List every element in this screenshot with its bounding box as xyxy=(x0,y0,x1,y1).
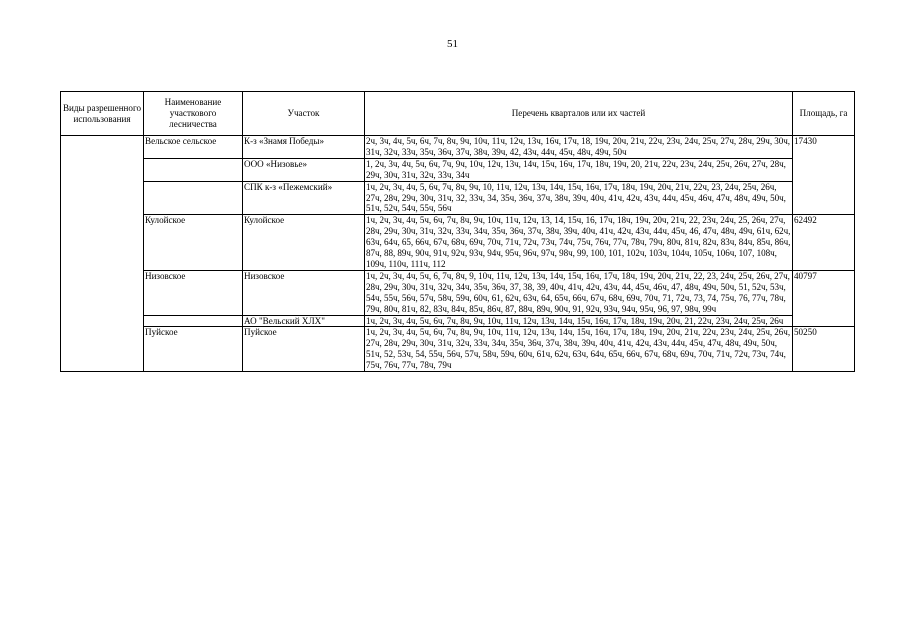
header-area: Площадь, га xyxy=(793,92,855,136)
forestry-cell: Низовское xyxy=(144,270,243,315)
header-plot: Участок xyxy=(243,92,365,136)
area-cell: 40797 xyxy=(793,270,855,327)
plot-cell: Кулойское xyxy=(243,215,365,271)
plot-cell: Пуйское xyxy=(243,327,365,372)
table-row xyxy=(61,215,855,271)
plot-cell: АО "Вельский ХЛХ" xyxy=(243,315,365,327)
forestry-cell: Вельское сельское xyxy=(144,136,243,159)
forestry-cell xyxy=(144,181,243,215)
area-cell: 50250 xyxy=(793,327,855,372)
header-use-type: Виды разрешенного использования xyxy=(61,92,144,136)
table-row xyxy=(61,315,855,327)
plot-cell: Низовское xyxy=(243,270,365,315)
area-cell: 62492 xyxy=(793,215,855,271)
table-row xyxy=(61,136,855,159)
forestry-cell: Кулойское xyxy=(144,215,243,271)
plot-cell: К-з «Знамя Победы» xyxy=(243,136,365,159)
forest-quarters-table xyxy=(60,91,855,372)
table-row xyxy=(61,158,855,181)
quarters-cell: 1ч, 2ч, 3ч, 4ч, 5, 6ч, 7ч, 8ч, 9ч, 10, 11ч, 12ч, 13ч, 14ч, 15ч, 16ч, 17ч, 18ч, 19ч, 20ч, 21ч, 22ч, 23, 24ч, 25ч, 26ч, 27ч, 28ч, 29ч, 30ч, 31ч, 32, 33ч, 34, 35ч, 36ч, 37ч, 38ч, 39ч, 40ч, 41ч, 42ч, 43ч, 44ч, 45ч, 46ч, 47ч, 48ч, 49ч, 50ч, 51ч, 52ч, 54ч, 55ч, 56ч xyxy=(365,181,793,215)
quarters-cell: 1ч, 2ч, 3ч, 4ч, 5ч, 6, 7ч, 8ч, 9, 10ч, 11ч, 12ч, 13ч, 14ч, 15ч, 16ч, 17ч, 18ч, 19ч, 20ч, 21ч, 22, 23, 24ч, 25ч, 26ч, 27ч, 28ч, 29ч, 30ч, 31ч, 32ч, 34ч, 35ч, 36ч, 37, 38, 39, 40ч, 41ч, 42ч, 43ч, 44, 45ч, 46ч, 47, 48ч, 49ч, 50ч, 51, 52ч, 53ч, 54ч, 55ч, 56ч, 57ч, 58ч, 59ч, 60ч, 61, 62ч, 63ч, 64, 65ч, 66ч, 67ч, 68ч, 69ч, 70ч, 71, 72ч, 73, 74, 75ч, 76, 77ч, 78ч, 79ч, 80ч, 81ч, 82, 83ч, 84ч, 85ч, 86ч, 87, 88ч, 89ч, 90ч, 91, 92ч, 93ч, 94ч, 95ч, 96, 97, 98ч, 99ч xyxy=(365,270,793,315)
header-forestry: Наименование участкового лесничества xyxy=(144,92,243,136)
forestry-cell xyxy=(144,315,243,327)
header-quarters: Перечень кварталов или их частей xyxy=(365,92,793,136)
forestry-cell xyxy=(144,158,243,181)
use-type-cell xyxy=(61,136,144,372)
plot-cell: СПК к-з «Пежемский» xyxy=(243,181,365,215)
plot-cell: ООО «Низовье» xyxy=(243,158,365,181)
table-row xyxy=(61,270,855,315)
table-row xyxy=(61,181,855,215)
table-row xyxy=(61,327,855,372)
quarters-cell: 2ч, 3ч, 4ч, 5ч, 6ч, 7ч, 8ч, 9ч, 10ч, 11ч, 12ч, 13ч, 16ч, 17ч, 18, 19ч, 20ч, 21ч, 22ч, 23ч, 24ч, 25ч, 27ч, 28ч, 29ч, 30ч, 31ч, 32ч, 33ч, 35ч, 36ч, 37ч, 38ч, 39ч, 42, 43ч, 44ч, 45ч, 48ч, 49ч, 50ч xyxy=(365,136,793,159)
quarters-cell: 1ч, 2ч, 3ч, 4ч, 5ч, 6ч, 7ч, 8ч, 9ч, 10ч, 11ч, 12ч, 13ч, 14ч, 15ч, 16ч, 17ч, 18ч, 19ч, 20ч, 21, 22ч, 23ч, 24ч, 25ч, 26ч xyxy=(365,315,793,327)
area-cell: 17430 xyxy=(793,136,855,215)
table-header-row xyxy=(61,92,855,136)
quarters-cell: 1ч, 2ч, 3ч, 4ч, 5ч, 6ч, 7ч, 8ч, 9ч, 10ч, 11ч, 12ч, 13ч, 14ч, 15ч, 16ч, 17ч, 18ч, 19ч, 20ч, 21ч, 22ч, 23ч, 24ч, 25ч, 26ч, 27ч, 28ч, 29ч, 30ч, 31ч, 32ч, 33ч, 34ч, 35ч, 36ч, 37ч, 38ч, 39ч, 40ч, 41ч, 42ч, 43ч, 44ч, 45ч, 47ч, 48ч, 49ч, 50ч, 51ч, 52, 53ч, 54, 55ч, 56ч, 57ч, 58ч, 59ч, 60ч, 61ч, 62ч, 63ч, 64ч, 65ч, 66ч, 67ч, 68ч, 69ч, 70ч, 71ч, 72ч, 73ч, 74ч, 75ч, 76ч, 77ч, 78ч, 79ч xyxy=(365,327,793,372)
forestry-cell: Пуйское xyxy=(144,327,243,372)
quarters-cell: 1ч, 2ч, 3ч, 4ч, 5ч, 6ч, 7ч, 8ч, 9ч, 10ч, 11ч, 12ч, 13, 14, 15ч, 16, 17ч, 18ч, 19ч, 20ч, 21ч, 22, 23ч, 24ч, 25, 26ч, 27ч, 28ч, 29ч, 30ч, 31ч, 32ч, 33ч, 34ч, 35ч, 36ч, 37ч, 38ч, 39ч, 40ч, 41ч, 42ч, 43ч, 44ч, 45ч, 46, 47ч, 48ч, 49ч, 61ч, 62ч, 63ч, 64ч, 65, 66ч, 67ч, 68ч, 69ч, 70ч, 71ч, 72ч, 73ч, 74ч, 75ч, 76ч, 77ч, 78ч, 79ч, 80ч, 81ч, 82ч, 83ч, 84ч, 85ч, 86ч, 87ч, 88, 89ч, 90ч, 91ч, 92ч, 93ч, 94ч, 95ч, 96ч, 97ч, 98ч, 99, 100, 101, 102ч, 103ч, 104ч, 105ч, 106ч, 107, 108ч, 109ч, 110ч, 111ч, 112 xyxy=(365,215,793,271)
quarters-cell: 1, 2ч, 3ч, 4ч, 5ч, 6ч, 7ч, 9ч, 10ч, 12ч, 13ч, 14ч, 15ч, 16ч, 17ч, 18ч, 19ч, 20, 21ч, 22ч, 23ч, 24ч, 25ч, 26ч, 27ч, 28ч, 29ч, 30ч, 31ч, 32ч, 33ч, 34ч xyxy=(365,158,793,181)
page-number: 51 xyxy=(447,38,458,50)
